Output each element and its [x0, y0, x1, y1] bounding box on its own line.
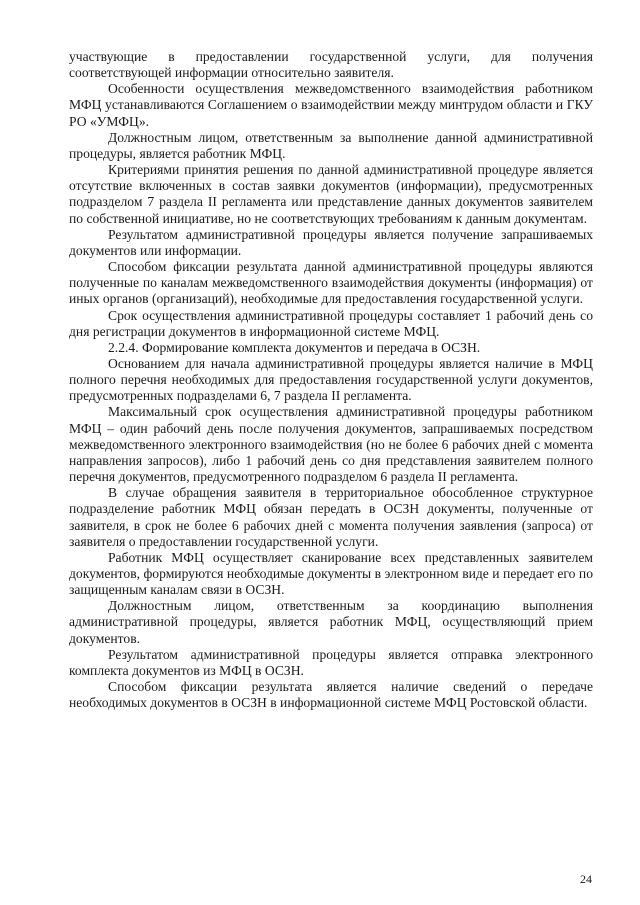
- paragraph: Способом фиксации результата является наличие сведений о передаче необходимых документов в ОСЗН в информационной системе МФЦ Ростовской области.: [69, 679, 593, 711]
- paragraph: Особенности осуществления межведомственного взаимодействия работником МФЦ устанавливаются Соглашением о взаимодействии между минтрудом области и ГКУ РО «УМФЦ».: [69, 81, 593, 129]
- paragraph: Должностным лицом, ответственным за выполнение данной административной процедуры, является работник МФЦ.: [69, 129, 593, 161]
- paragraph: Результатом административной процедуры является отправка электронного комплекта документов из МФЦ в ОСЗН.: [69, 646, 593, 678]
- paragraph: Результатом административной процедуры является получение запрашиваемых документов или информации.: [69, 226, 593, 258]
- paragraph-continuation: участвующие в предоставлении государственной услуги, для получения соответствующей информации относительно заявителя.: [69, 49, 593, 81]
- paragraph: Максимальный срок осуществления административной процедуры работником МФЦ – один рабочий день после получения документов, запрашиваемых посредством межведомственного электронного взаимодействия (но не более 6 рабочих дней с момента направления запросов), либо 1 рабочий день со дня представления заявителем полного перечня документов, предусмотренного подразделом 6 раздела II регламента.: [69, 404, 593, 485]
- section-heading: 2.2.4. Формирование комплекта документов и передача в ОСЗН.: [108, 339, 481, 355]
- document-body: [69, 49, 593, 711]
- paragraph: В случае обращения заявителя в территориальное обособленное структурное подразделение работник МФЦ обязан передать в ОСЗН документы, полученные от заявителя, в срок не более 6 рабочих дней с момента получения заявления (запроса) от заявителя о предоставлении государственной услуги.: [69, 485, 593, 549]
- paragraph: Должностным лицом, ответственным за координацию выполнения административной процедуры, является работник МФЦ, осуществляющий прием документов.: [69, 598, 593, 646]
- paragraph: Основанием для начала административной процедуры является наличие в МФЦ полного перечня необходимых для предоставления государственной услуги документов, предусмотренных подразделами 6, 7 раздела II регламента.: [69, 355, 593, 404]
- page-number: 24: [580, 872, 592, 886]
- paragraph: Работник МФЦ осуществляет сканирование всех представленных заявителем документов, формируются необходимые документы в электронном виде и передает его по защищенным каналам связи в ОСЗН.: [69, 549, 593, 598]
- paragraph: Способом фиксации результата данной административной процедуры являются полученные по каналам межведомственного взаимодействия документы (информация) от иных органов (организаций), необходимые для предоставления государственной услуги.: [69, 259, 593, 307]
- paragraph: Критериями принятия решения по данной административной процедуре является отсутствие включенных в состав заявки документов (информации), предусмотренных подразделом 7 раздела II регламента или представление данных документов заявителем по собственной инициативе, но не соответствующих требованиям к данным документам.: [69, 162, 593, 226]
- paragraph: Срок осуществления административной процедуры составляет 1 рабочий день со дня регистрации документов в информационной системе МФЦ.: [69, 307, 593, 339]
